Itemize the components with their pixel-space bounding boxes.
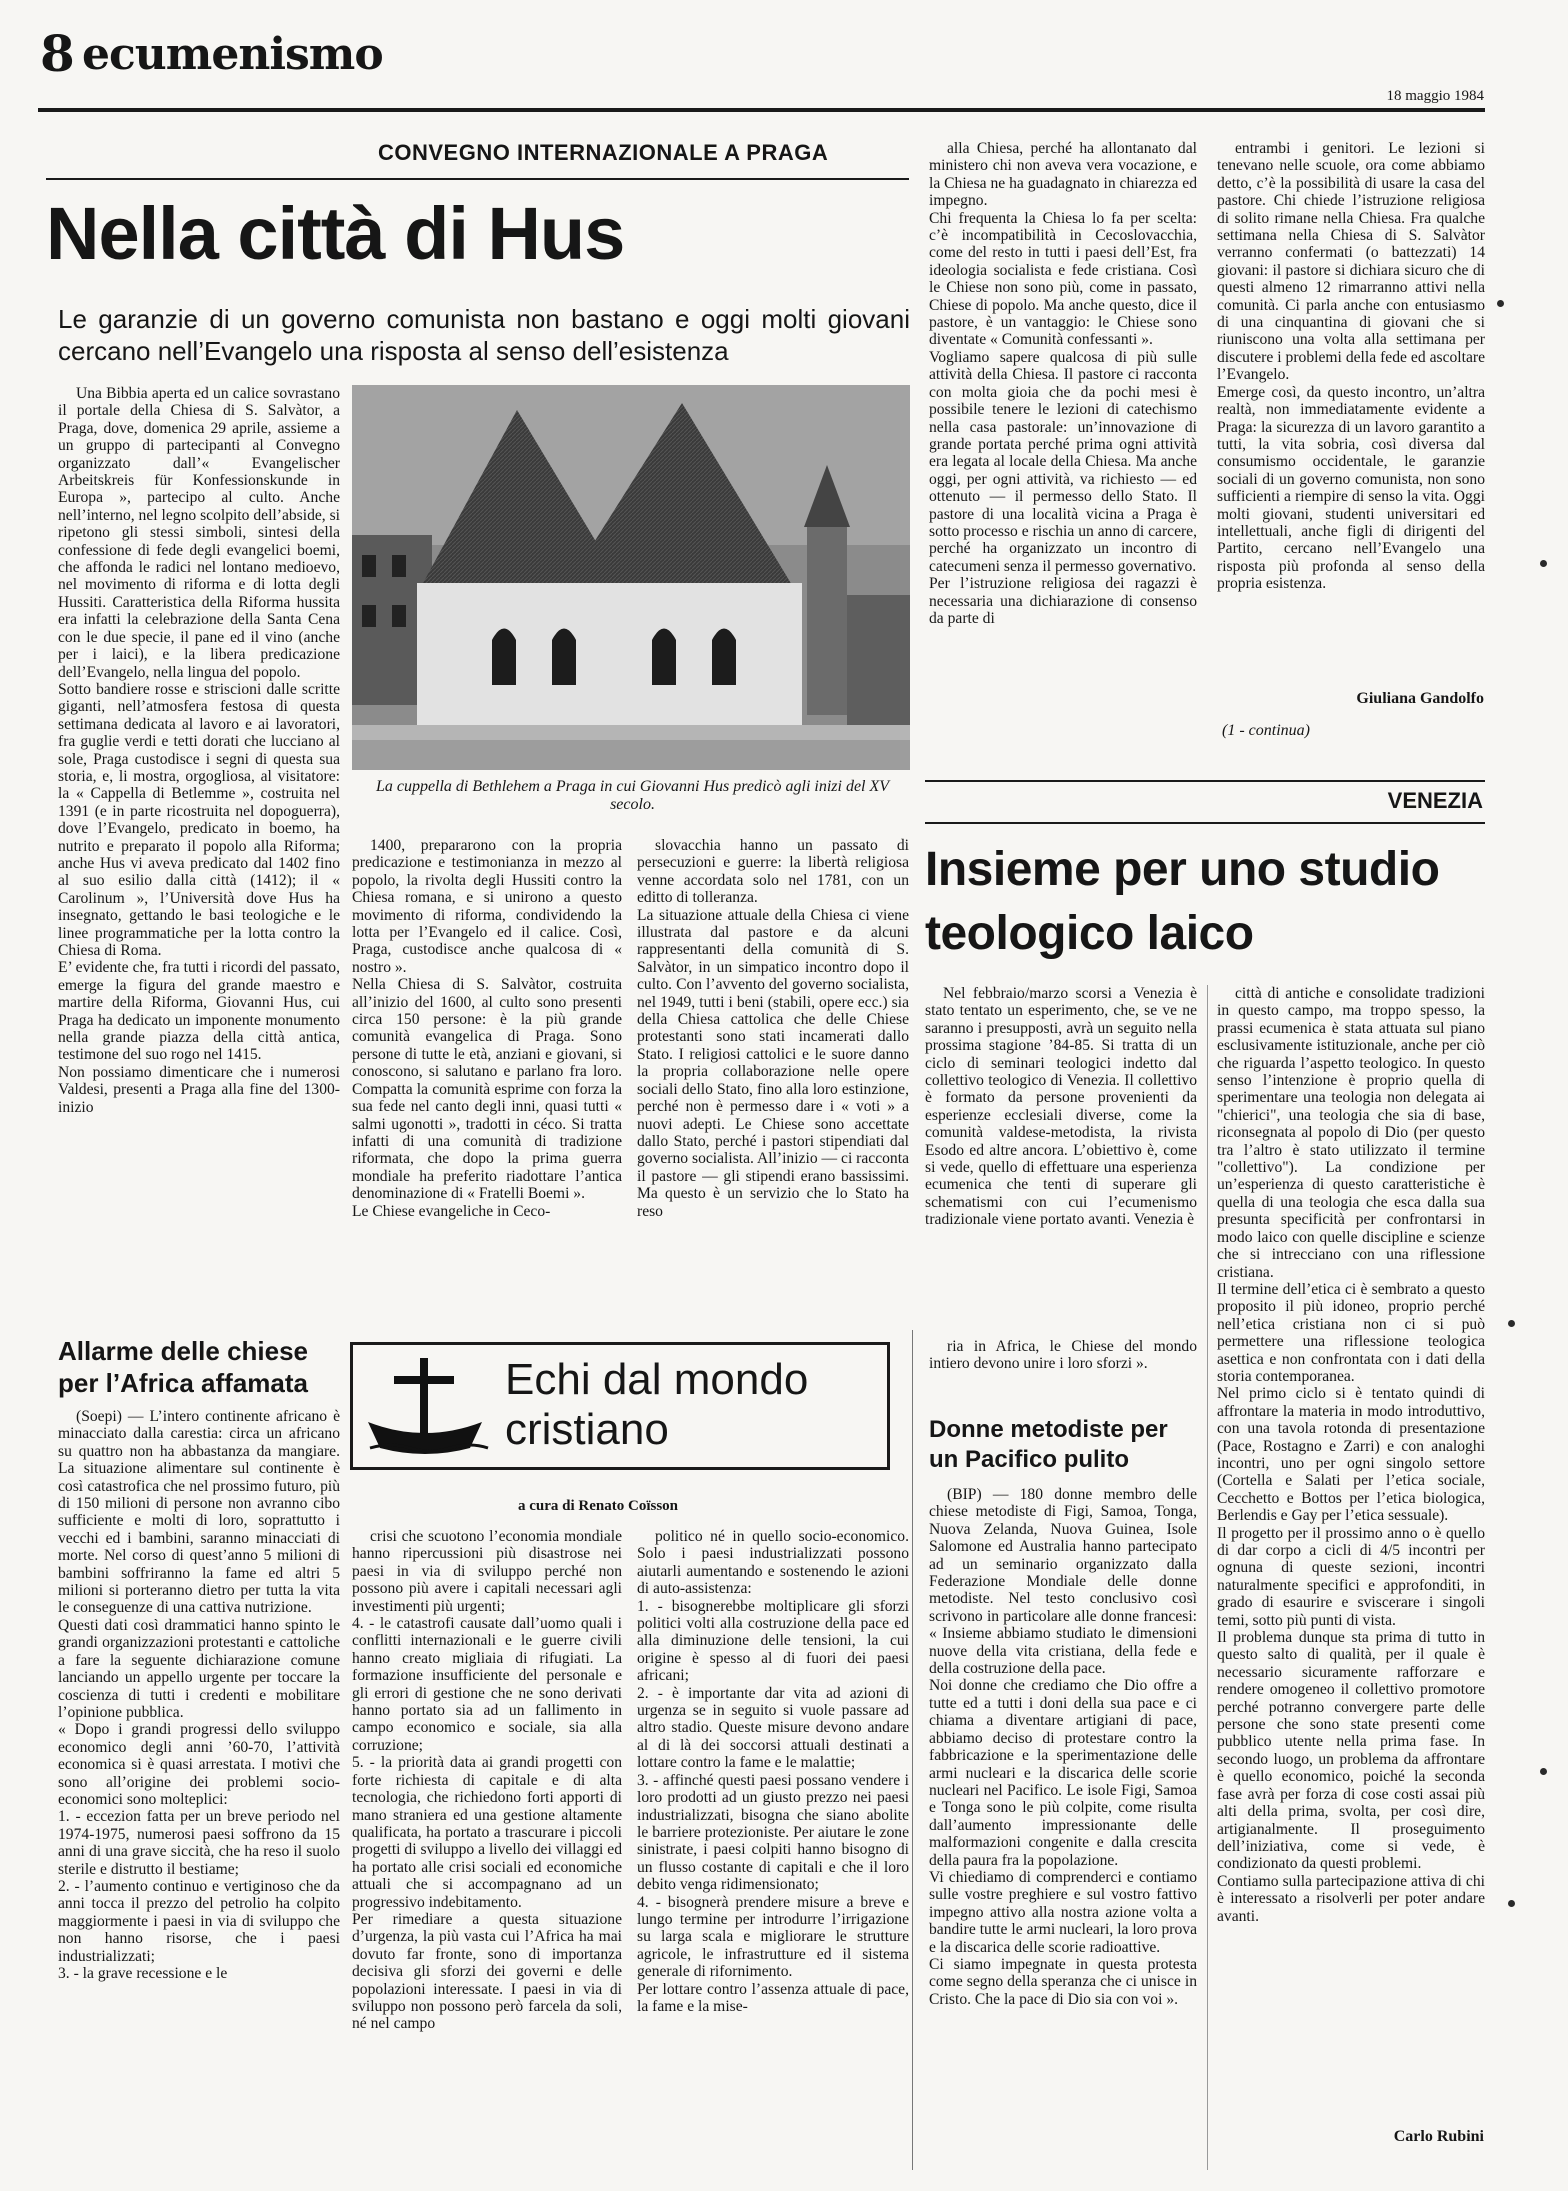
margin-mark [1508,1320,1515,1327]
article1-continua: (1 - continua) [1222,722,1310,739]
article1-title: Nella città di Hus [46,192,625,275]
article1-kicker-rule [46,178,909,180]
article1-body-3: slovacchia hanno un passato di persecuzioni e guerre: la libertà religiosa venne accordata solo nel 1781, con un editto di tolleranza. La situazione attuale della Chiesa ci viene illustrata dal pastore e da alcuni rappresentanti della comunità di S. Salvàtor, in un simpatico incontro dopo il culto. Con l’avvento del governo socialista, nel 1949, tutti i beni (stabili, opere ecc.) sia della Chiesa cattolica che delle Chiese protestanti sono stati incamerati dallo Stato. I religiosi cattolici e le suore danno la propria collaborazione nelle opere sociali dello Stato, fino alla loro estinzione, perché non è permesso dare i « voti » a nuovi adepti. Le Chiese sono accettate dallo Stato, perché i pastori stipendiati dal governo socialista. All’inizio — ci racconta il pastore — gli stipendi erano bassissimi. Ma questo è un servizio che lo Stato ha reso [637,837,909,1220]
article2-column-1 [925,985,1197,1285]
article1-column-5 [1217,140,1485,685]
article3-body-1: (Soepi) — L’intero continente africano è minacciato dalla carestia: circa un africano su quattro non ha abbastanza da mangiare. La situazione alimentare sul continente è così catastrofica che nel prossimo futuro, più di 150 milioni di persone non avranno cibo sufficiente e molti di loro, soprattutto i vecchi ed i bambini, saranno minacciati di morte. Nel corso di quest’anno 5 milioni di bambini soffriranno la fame ed altri 5 milioni si porteranno dietro per tutta la vita le conseguenze di una cattiva nutrizione. Questi dati così drammatici hanno spinto le grandi organizzazioni protestanti e cattoliche a fare la seguente dichiarazione comune lanciando un appello urgente per toccare la coscienza di tutti i credenti e mobilitare l’opinione pubblica. « Dopo i grandi progressi dello sviluppo economico degli anni ’60-70, l’attività economica si è quasi arrestata. I motivi che sono all’origine dei problemi socio-economici sono molteplici: 1. - eccezion fatta per un breve periodo nel 1974-1975, numerosi paesi soffrono da 15 anni di una grave siccità, che ha reso il suolo sterile e distrutto il bestiame; 2. - l’aumento continuo e vertiginoso che da anni tocca il prezzo del petrolio ha colpito maggiormente i paesi in via di sviluppo che non hanno risorse, che i paesi industrializzati; 3. - la grave recessione e le [58,1408,340,1982]
header-rule [38,108,1485,112]
echi-title-line1: Echi dal mondo [505,1355,809,1404]
article1-column-1 [58,385,340,1370]
article1-column-4 [929,140,1197,740]
article2-column-2 [1217,985,1485,2120]
issue-date: 18 maggio 1984 [1386,88,1484,104]
article3-column-1 [58,1408,340,2168]
chapel-photo [352,385,910,770]
margin-mark [1497,300,1504,307]
margin-mark [1508,1900,1515,1907]
article1-body-2: 1400, prepararono con la propria predicazione e testimonianza in mezzo al popolo, la rivolta degli Hussiti contro la Chiesa romana, e si unirono a questo movimento di riforma, condividendo la lotta per l’Evangelo ed il calice. Così, Praga, custodisce anche qualcosa di « nostro ». Nella Chiesa di S. Salvàtor, costruita all’inizio del 1600, al culto sono presenti circa 150 persone: è la più grande comunità evangelica di Praga. Sono persone di tutte le età, anziani e giovani, si conoscono, si salutano e parlano fra loro. Compatta la comunità esprime con forza la sua fede nel canto degli inni, quasi tutti « salmi ugonotti », tradotti in céco. Si tratta infatti di una comunità di tradizione riformata, che dopo la prima guerra mondiale ha preferito riadottare l’antica denominazione di « Fratelli Boemi ». Le Chiese evangeliche in Ceco- [352,837,622,1220]
echi-title-line2: cristiano [505,1405,669,1454]
article1-kicker: CONVEGNO INTERNAZIONALE A PRAGA [378,140,829,165]
margin-mark [1540,560,1547,567]
column-divider [1207,985,1208,2170]
echi-column-3-top [929,1338,1197,1398]
article1-author: Giuliana Gandolfo [1356,690,1484,707]
section-title: ecumenismo [82,29,383,80]
article1-body-1: Una Bibbia aperta ed un calice sovrastano il portale della Chiesa di S. Salvàtor, a Praga, dove, domenica 29 aprile, assieme a un gruppo di partecipanti al Convegno organizzato dall’« Evangelischer Arbeitskreis für Konfessionskunde in Europa », partecipo al culto. Anche nell’interno, nel legno scolpito dell’abside, si ripetono gli stessi simboli, sintesi della confessione di fede degli evangelici boemi, che affonda le radici nel lontano medioevo, nel movimento di riforma e di lotta degli Hussiti. Caratteristica della Riforma hussita era infatti la celebrazione della Santa Cena con le due specie, il pane ed il vino (anche per i laici), e la libera predicazione dell’Evangelo, nella lingua del popolo. Sotto bandiere rosse e striscioni dalle scritte giganti, nell’atmosfera festosa di questa settimana dedicata al lavoro e ai lavoratori, fra guglie verdi e tetti dorati che lucciano al sole, Praga custodisce i segni di questa sua storia, e, li mostra, orgogliosa, al visitatore: la « Cappella di Betlemme », costruita nel 1391 (e in parte ricostruita nel dopoguerra), dove l’Evangelo, predicato in boemo, ha nutrito e preparato il popolo alla Riforma; anche Hus vi aveva predicato dal 1402 fino al suo esilio dalla città (1412); il « Carolinum », l’Università dove Hus ha insegnato, gettando le basi teologiche e le linee programmatiche per la lotta contro la Chiesa di Roma. E’ evidente che, fra tutti i ricordi del passato, emerge la figura del grande maestro e martire della Riforma, Giovanni Hus, cui Praga ha dedicato un imponente monumento nella grande piazza della città antica, testimone del suo rogo nel 1415. Non possiamo dimenticare che i numerosi Valdesi, presenti a Praga alla fine del 1300-inizio [58,385,340,1116]
echi-column-2 [637,1528,909,2168]
article2-author: Carlo Rubini [1393,2128,1484,2145]
echi-byline: a cura di Renato Coïsson [518,1498,679,1514]
venezia-top-rule [925,780,1485,782]
venezia-kicker-rule [925,822,1485,824]
article4-title: Donne metodiste per un Pacifico pulito [929,1416,1168,1473]
article2-body-2: città di antiche e consolidate tradizioni in questo campo, ma troppo spesso, la prassi ecumenica è stata attuata sul piano esclusivamente istituzionale, anche per ciò che riguarda l’aspetto teologico. In questo senso l’intenzione è proprio quella di sperimentare una teologia non delegata ai "chierici", una teologia che sia di base, riconsegnata al popolo di Dio (per questo tra l’altro è stato utilizzato il termine "collettivo"). La condizione per un’esperienza di questo caratteristiche è quella di una teologia che esca dalla sua presunta specificità per confrontarsi in modo laico con quelle discipline e scienze che si intrecciano con una riflessione cristiana. Il termine dell’etica ci è sembrato a questo proposito il più idoneo, proprio perché nell’etica cristiana non ci si può permettere una riflessione teologica asettica e non confrontata con i dati della storia contemporanea. Nel primo ciclo si è tentato quindi di affrontare la materia in modo introduttivo, con una tavola rotonda di presentazione (Pace, Rostagno e Zarri) e con analoghi incontri, uno per ogni singolo settore (Cortella e Salati per l’etica sociale, Cecchetto e Bottos per l’etica biologica, Berlendis e Gay per l’etica sessuale). Il progetto per il prossimo anno o è quello di dar corpo a cicli di 4/5 incontri per ognuna di queste sezioni, incontri naturalmente specifici e approfonditi, in grado di esaurire e sviscerare i singoli temi, sotto più punti di vista. Il problema dunque sta prima di tutto in questo salto di qualità, per il quale è necessario sicuramente rafforzare e rendere omogeneo il collettivo promotore perché potranno convergere parte delle persone che sono state presenti come pubblico utente nella prima fase. In secondo luogo, un problema da affrontare è quello economico, poiché la seconda fase avrà per forza di cose costi assai più alti della prima, svolta, per così dire, artigianalmente. Il proseguimento dell’iniziativa, come si vede, è condizionato da questi problemi. Contiamo sulla partecipazione attiva di chi è interessato a risolverli per poter andare avanti. [1217,985,1485,1925]
article1-body-5: entrambi i genitori. Le lezioni si tenevano nelle scuole, ora come abbiamo detto, c’è la possibilità di usare la casa del pastore. Chi chiede l’istruzione religiosa di solito rimane nella Chiesa. Fra qualche settimana nella Chiesa di S. Salvàtor verranno confermati (o battezzati) 14 giovani: il pastore si dichiara sicuro che di questi almeno 12 rimarranno attivi nella comunità. Ci parla anche con entusiasmo di una cinquantina di giovani che si riuniscono una volta alla settimana per discutere i problemi della fede ed ascoltare l’Evangelo. Emerge così, da questo incontro, un’altra realtà, non immediatamente evidente a Praga: la sicurezza di un lavoro garantito a tutti, la vita sobria, così diversa dal consumismo occidentale, le garanzie sociali di un governo comunista, non sono sufficienti a riempire di senso la vita. Oggi molti giovani, studenti universitari ed intellettuali, anche figli di dirigenti del Partito, cercano nell’Evangelo una risposta più profonda al senso della propria esistenza. [1217,140,1485,593]
article2-title-line2: teologico laico [925,907,1254,960]
photo-caption: La cuppella di Bethlehem a Praga in cui Giovanni Hus predicò agli inizi del XV secolo. [375,778,890,813]
article1-column-2 [352,837,622,1377]
cross-boat-icon [360,1352,490,1462]
echi-body-2: politico né in quello socio-economico. Solo i paesi industrializzati possono aiutarli aumentando e sostenendo le azioni di auto-assistenza: 1. - bisognerebbe moltiplicare gli sforzi politici volti alla costruzione della pace ed alla diminuzione delle tensioni, la cui origine è spesso al di fuori dei paesi africani; 2. - è importante dar vita ad azioni di urgenza se in seguito si vuole passare ad altro stadio. Queste misure devono andare al di là dei soccorsi attuali destinati a lottare contro la fame e le malattie; 3. - affinché questi paesi possano vendere i loro prodotti ad un giusto prezzo nei paesi industrializzati, bisogna che siano abolite le barriere protezioniste. Per aiutare le zone sinistrate, i paesi colpiti hanno bisogno di un flusso costante di capitali e che il loro debito venga ridimensionato; 4. - bisognerà prendere misure a breve e lungo termine per introdurre l’irrigazione su larga scala e migliorare le strutture agricole, le infrastrutture ed il sistema generale di rifornimento. Per lottare contro l’assenza attuale di pace, la fame e la mise- [637,1528,909,2015]
echi-body-1: crisi che scuotono l’economia mondiale hanno ripercussioni più disastrose nei paesi in via di sviluppo perché non possono più avere i capitali necessari agli investimenti più urgenti; 4. - le catastrofi causate dall’uomo quali i conflitti internazionali e le guerre civili hanno creato migliaia di rifugiati. La formazione insufficiente del personale e gli errori di gestione che ne sono derivati hanno portato sia ad un fallimento in campo economico e sociale, sia alla corruzione; 5. - la priorità data ai grandi progetti con forte richiesta di capitale e di alta tecnologia, che richiedono forti apporti di mano straniera ed una gestione altamente qualificata, ha portato a trascurare i piccoli progetti di sviluppo a livello dei villaggi ed ha portato alle crisi sociali ed economiche attuali che si accompagnano ad un progressivo indebitamento. Per rimediare a questa situazione d’urgenza, la più vasta cui l’Africa ha mai dovuto far fronte, sono di importanza decisiva gli sforzi dei governi e delle popolazioni interessate. I paesi in via di sviluppo non possono però farcela da soli, né nel campo [352,1528,622,2033]
article1-subtitle: Le garanzie di un governo comunista non bastano e oggi molti giovani cercano nell’Evangelo una risposta al senso dell’esistenza [58,304,910,366]
chapel-photo-image [352,385,910,770]
article2-body-1: Nel febbraio/marzo scorsi a Venezia è stato tentato un esperimento, che, se ve ne saranno i presupposti, avrà un seguito nella prossima stagione ’84-85. Si tratta di un ciclo di seminari teologici indetto dal collettivo teologico di Venezia. Il collettivo è formato da persone provenienti da esperienze ecclesiali diverse, come la comunità valdese-metodista, la rivista Esodo ed altre ancora. L’obiettivo è, come si vede, quello di effettuare una esperienza ecumenica che tenti di superare gli schematismi con cui l’ecumenismo tradizionale viene portato avanti. Venezia è [925,985,1197,1229]
page-number: 8 [40,24,75,83]
article3-title: Allarme delle chiese per l’Africa affamata [58,1336,309,1398]
column-divider [912,1330,913,2170]
article4-column-1 [929,1486,1197,2171]
echi-column-1 [352,1528,622,2168]
article2-kicker: VENEZIA [1387,788,1483,813]
article1-body-4: alla Chiesa, perché ha allontanato dal ministero chi non aveva vera vocazione, e la Chiesa ne ha guadagnato in chiarezza ed impegno. Chi frequenta la Chiesa lo fa per scelta: c’è incompatibilità in Cecoslovacchia, come del resto in tutti i paesi dell’Est, fra ideologia socialista e fede cristiana. Così le Chiese non sono più, come in passato, Chiese di popolo. Ma anche questo, dice il pastore, è un vantaggio: le Chiese sono diventate « Comunità confessanti ». Vogliamo sapere qualcosa di più sulle attività della Chiesa. Il pastore ci racconta con molta gioia che da pochi mesi è possibile tenere le lezioni di catechismo nella casa pastorale: un’innovazione di grande portata perché prima ogni attività era legata al locale della Chiesa. Ma anche oggi, per ogni attività, va richiesto — ed ottenuto — il permesso dello Stato. Il pastore di una località vicina a Praga è sotto processo e rischia un anno di carcere, perché ha organizzato un incontro di catecumeni senza il permesso governativo. Per l’istruzione religiosa dei ragazzi è necessaria una dichiarazione di consenso da parte di [929,140,1197,627]
article2-title-line1: Insieme per uno studio [925,843,1440,896]
article4-body-1: (BIP) — 180 donne membro delle chiese metodiste di Figi, Samoa, Tonga, Nuova Zelanda, Nuova Guinea, Isole Salomone ed Australia hanno partecipato ad un seminario organizzato dalla Federazione Mondiale delle donne metodiste. Nel testo conclusivo così scrivono in particolare alle donne francesi: « Insieme abbiamo studiato le dimensioni nuove della vita cristiana, della fede e della costruzione della pace. Noi donne che crediamo che Dio offre a tutte ed a tutti i doni della sua pace e ci chiama a diventare artigiani di pace, abbiamo deciso di protestare contro la fabbricazione e la sperimentazione delle armi nucleari e la discarica delle scorie nucleari nel Pacifico. Le isole Figi, Samoa e Tonga sono le più colpite, come risulta dall’aumento impressionante delle malformazioni congenite e dalla crescita della paura fra la popolazione. Vi chiediamo di comprenderci e contiamo sulle vostre preghiere e sul vostro fattivo impegno attivo alla nostra azione volta a bandire tutte le armi nucleari, la loro prova e la discarica delle scorie radioattive. Ci siamo impegnate in questa protesta come segno della speranza che ci unisce in Cristo. Che la pace di Dio sia con voi ». [929,1486,1197,2008]
margin-mark [1540,1768,1547,1775]
article1-column-3 [637,837,909,1377]
echi-body-3: ria in Africa, le Chiese del mondo intiero devono unire i loro sforzi ». [929,1338,1197,1373]
